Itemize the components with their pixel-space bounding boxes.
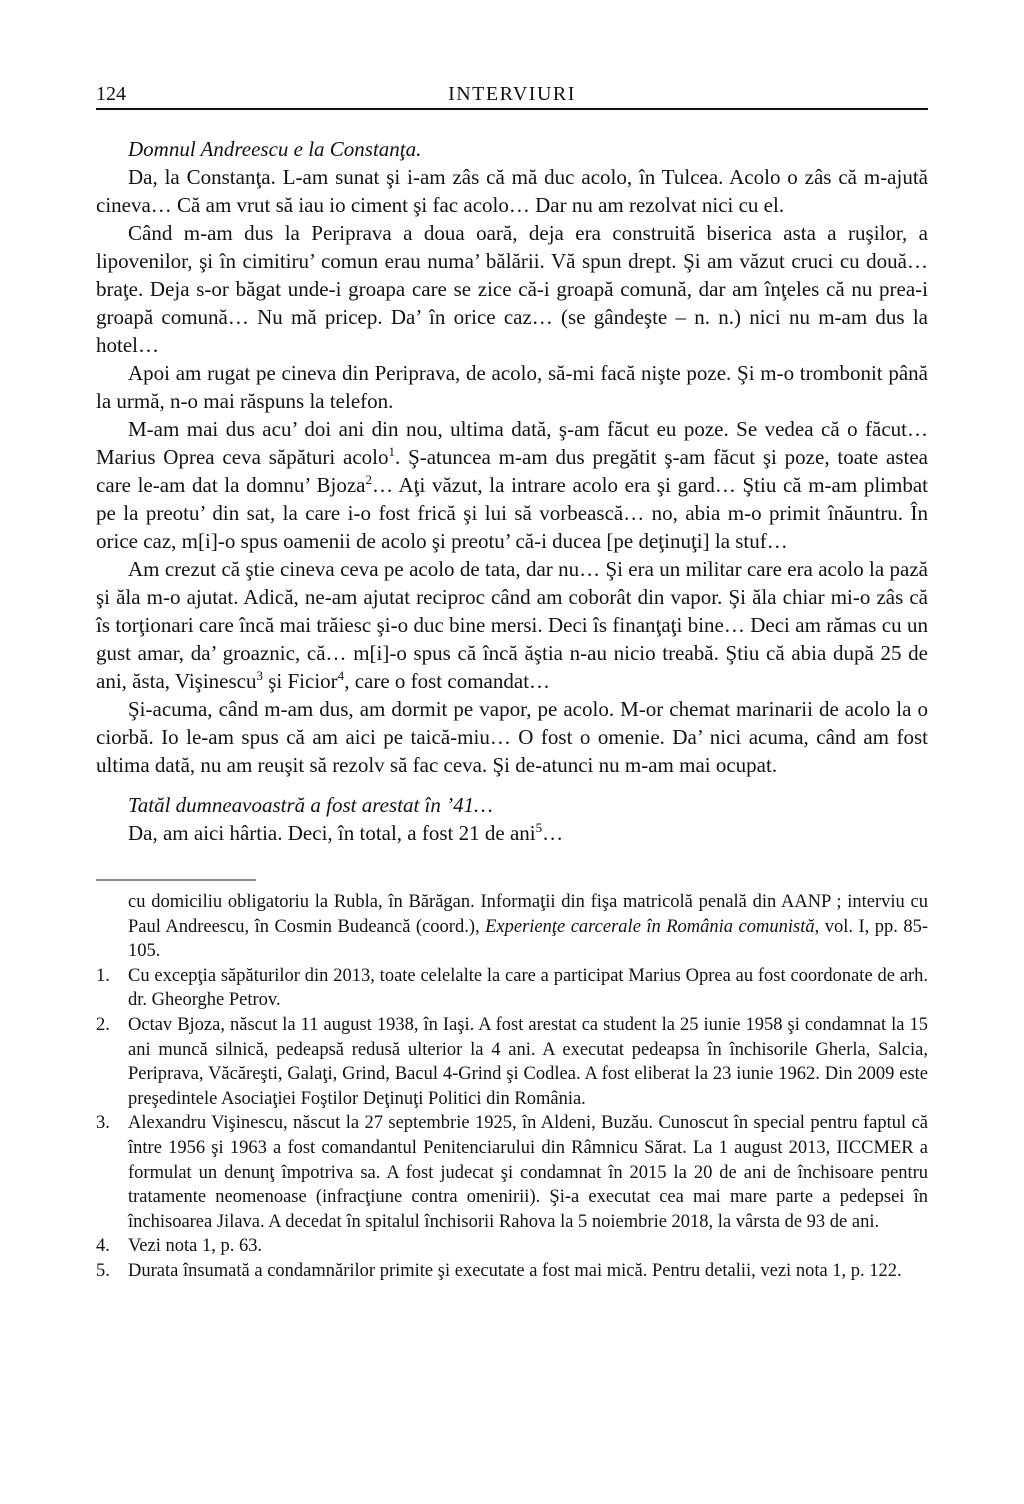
footnote-marker (96, 890, 128, 964)
footnote-separator (96, 879, 256, 881)
footnote-ref: 3 (256, 668, 263, 683)
footnote-marker: 1. (96, 965, 110, 986)
footnote-ref: 4 (337, 668, 345, 683)
footnote-text (128, 1013, 928, 1111)
footnote-text (128, 1259, 928, 1284)
text-segment: … Aţi văzut, la intrare acolo era şi gard… Ştiu că m-am plimbat pe la preotu’ din sat, la care i-o fost frică şi lui să vorbească… no, abia m-o primit înăuntru. În orice caz, m[i]-o spus oamenii de acolo şi preotu’ că-i ducea [pe deţinuţi] la stuf… (96, 473, 928, 553)
text-segment: cu domiciliu obligatoriu la Rubla, în Bărăgan. Informaţii din fişa matricolă penală din AANP ; interviu cu Paul Andreescu, în Cosmin Budeancă (coord.), (128, 892, 928, 937)
text-segment: Am crezut că ştie cineva ceva pe acolo de tata, dar nu… Şi era un militar care era acolo la pază şi ăla m-o ajutat. Adică, ne-am ajutat reciproc când am coborât din vapor. Şi ăla chiar mi-o zâs că îs torţionari care încă mai trăiesc şi-o duc bine mersi. Deci îs finanţaţi bine… Deci am rămas cu un gust amar, da’ groaznic, că… m[i]-o spus că încă ăştia n-au nicio treabă. Ştiu că abia după 25 de ani, ăsta, Vişinescu (96, 557, 928, 693)
header-rule (96, 108, 928, 110)
text-segment: Domnul Andreescu e la Constanţa. (128, 137, 422, 161)
body-paragraphs (96, 135, 928, 847)
text-segment: Durata însumată a condamnărilor primite şi executate a fost mai mică. Pentru detalii, vezi nota 1, p. 122. (128, 1260, 902, 1281)
text-segment: , care o fost comandat… (344, 669, 551, 693)
paragraph (96, 219, 928, 359)
paragraph (96, 359, 928, 415)
text-segment: Alexandru Vişinescu, născut la 27 septembrie 1925, în Aldeni, Buzău. Cunoscut în special pentru faptul că între 1956 şi 1963 a fost comandantul Penitenciarului din Râmnicu Sărat. La 1 august 2013, IICCMER a formulat un denunţ împotriva sa. A fost judecat şi condamnat în 2015 la 20 de ani de închisoare pentru tratamente neomenoase (infracţiune contra omenirii). Şi-a executat cea mai mare parte a pedepsei în închisoarea Jilava. A decedat în spitalul închisorii Rahova la 5 noiembrie 2018, la vârsta de 93 de ani. (128, 1113, 928, 1232)
text-segment: Tatăl dumneavoastră a fost arestat în ’41… (128, 793, 493, 817)
text-segment: Da, la Constanţa. L-am sunat şi i-am zâs că mă duc acolo, în Tulcea. Acolo o zâs că m-ajută cineva… Că am vrut să iau io ciment şi fac acolo… Dar nu am rezolvat nici cu el. (96, 165, 928, 217)
paragraph (96, 163, 928, 219)
footnote-marker: 5. (96, 1260, 110, 1281)
interviewer-question (96, 791, 928, 819)
footnote (96, 890, 928, 964)
text-segment: Când m-am dus la Periprava a doua oară, deja era construită biserica asta a ruşilor, a lipovenilor, şi în cimitiru’ comun erau numa’ bălării. Vă spun drept. Şi am văzut cruci cu două… braţe. Deja s-or băgat unde-i groapa care se zice că-i groapă comună, dar am înţeles că nu prea-i groapă comună… Nu mă pricep. Da’ în orice caz… (se gândeşte – n. n.) nici nu m-am dus la hotel… (96, 221, 928, 357)
text-segment: . Ş-atuncea m-am dus pregătit ş-am făcut şi poze, toate astea care le-am dat la domnu’ Bjoza (96, 445, 928, 497)
footnote-text (128, 964, 928, 1013)
interviewer-question (96, 135, 928, 163)
text-segment: Apoi am rugat pe cineva din Periprava, de acolo, să-mi facă nişte poze. Şi m-o trombonit până la urmă, n-o mai răspuns la telefon. (96, 361, 928, 413)
footnote-text (128, 890, 928, 964)
footnote (96, 964, 928, 1013)
text-segment: Vezi nota 1, p. 63. (128, 1236, 263, 1257)
text-segment: Experienţe carcerale în România comunistă (485, 916, 815, 937)
footnote-text (128, 1234, 928, 1259)
footnotes-list (96, 890, 928, 1284)
footnote (96, 1013, 928, 1111)
footnote-marker: 4. (96, 1236, 110, 1257)
page-number: 124 (96, 83, 126, 105)
footnote-marker: 2. (96, 1014, 110, 1035)
footnote-ref: 1 (388, 444, 395, 459)
paragraph (96, 415, 928, 555)
footnote-ref: 2 (365, 472, 372, 487)
text-segment: … (542, 821, 564, 845)
footnote-text (128, 1111, 928, 1234)
text-segment: Şi-acuma, când m-am dus, am dormit pe vapor, pe acolo. M-or chemat marinarii de acolo la o ciorbă. Io le-am spus că am aici pe taică-miu… O fost o omenie. Da’ nici acuma, când am fost ultima dată, nu am reuşit să rezolv să fac ceva. Şi de-atunci nu m-am mai ocupat. (96, 697, 928, 777)
text-segment: Octav Bjoza, născut la 11 august 1938, în Iaşi. A fost arestat ca student la 25 iunie 1958 şi condamnat la 15 ani muncă silnică, pedeapsă redusă ulterior la 4 ani. A executat pedeapsa în închisorile Gherla, Salcia, Periprava, Văcăreşti, Galaţi, Grind, Bacul 4-Grind şi Codlea. A fost eliberat la 23 iunie 1962. Din 2009 este preşedintele Asociaţiei Foştilor Deţinuţi Politici din România. (128, 1014, 928, 1109)
paragraph (96, 819, 928, 847)
paragraph (96, 555, 928, 695)
paragraph (96, 695, 928, 779)
running-title: INTERVIURI (448, 83, 576, 105)
text-segment: M-am mai dus acu’ doi ani din nou, ultima dată, ş-am făcut eu poze. Se vedea că o făcut… Marius Oprea ceva săpături acolo (96, 417, 928, 469)
footnote-ref: 5 (535, 820, 543, 835)
text-segment: Cu excepţia săpăturilor din 2013, toate celelalte la care a participat Marius Oprea au fost coordonate de arh. dr. Gheorghe Petrov. (128, 965, 928, 1011)
footnote-marker: 3. (96, 1113, 110, 1134)
footnote (96, 1234, 928, 1259)
footnote (96, 1111, 928, 1234)
footnote (96, 1259, 928, 1284)
text-segment: şi Ficior (263, 669, 338, 693)
text-segment: Da, am aici hârtia. Deci, în total, a fost 21 de ani (128, 821, 536, 845)
text-segment: , vol. I, pp. 85-105. (128, 916, 928, 962)
page-header (96, 82, 928, 106)
